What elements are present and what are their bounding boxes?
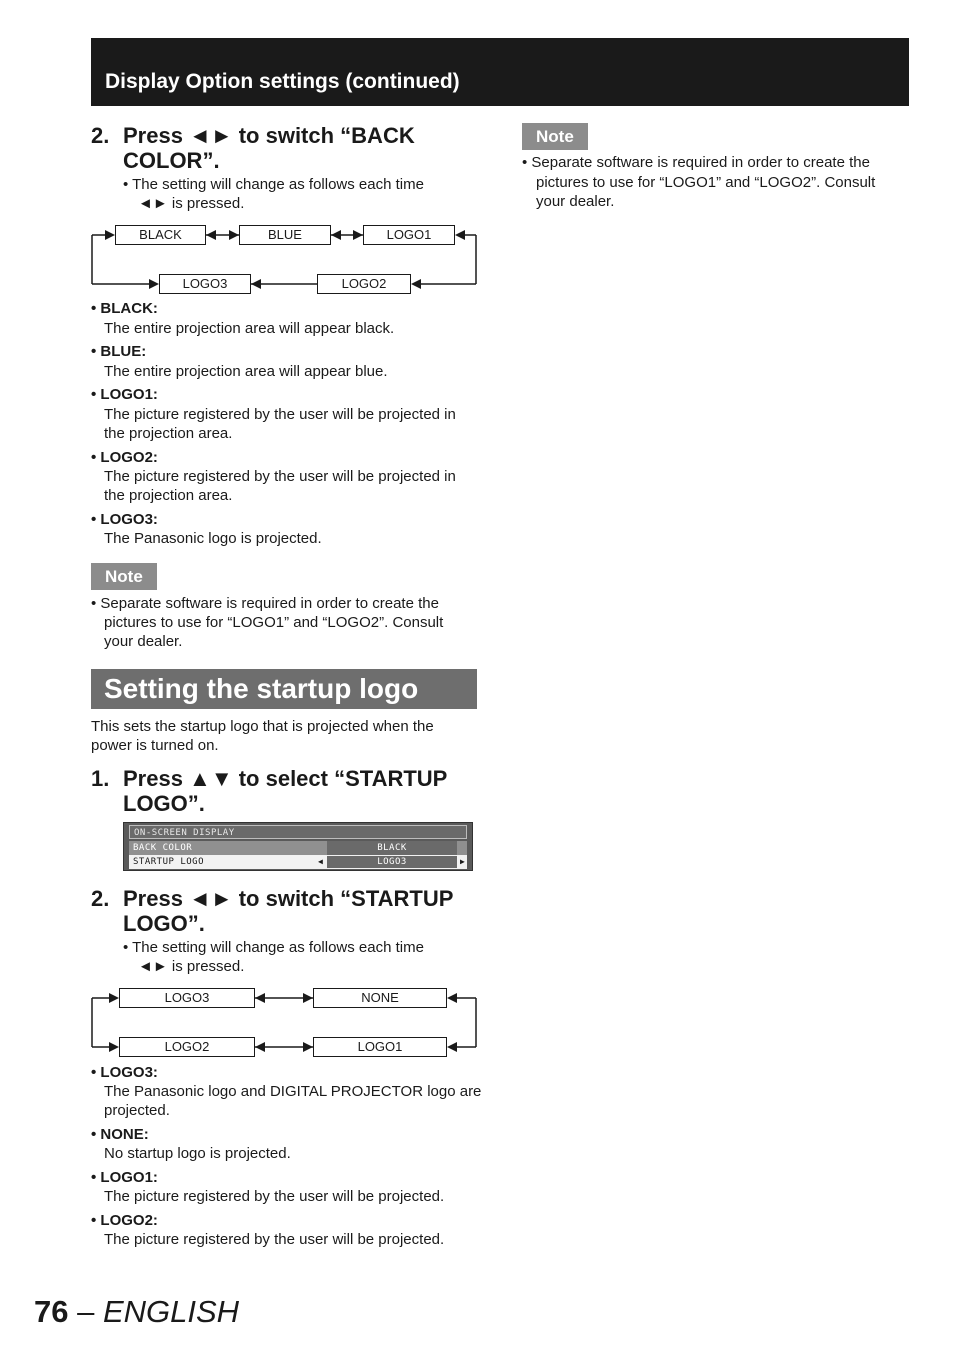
step-text: Press ◄► to switch “STARTUP LOGO”. xyxy=(123,886,454,936)
note-text-3: your dealer. xyxy=(104,633,183,650)
step-2-startup-logo xyxy=(91,886,481,938)
flow-box-logo2: LOGO2 xyxy=(317,274,411,294)
step-text: Press ◄► to switch “BACK COLOR”. xyxy=(123,123,415,173)
right-arrow-icon: ▶ xyxy=(460,857,466,866)
bullet-desc-logo1: The picture registered by the user will be projected in the projection area. xyxy=(104,406,456,442)
bullet-desc-logo2: The picture registered by the user will be projected in the projection area. xyxy=(104,468,456,504)
osd-row-label: STARTUP LOGO xyxy=(133,857,205,867)
note-label-right: Note xyxy=(522,123,588,150)
note-right-text-3: your dealer. xyxy=(536,193,615,210)
flow-box-black: BLACK xyxy=(115,225,206,245)
section-intro-2: power is turned on. xyxy=(91,737,219,754)
note-text-1: • Separate software is required in order to create the xyxy=(91,595,439,612)
osd-row-label: BACK COLOR xyxy=(133,843,193,853)
flow-box-logo1: LOGO1 xyxy=(363,225,455,245)
flow-box-logo3: LOGO3 xyxy=(119,988,255,1008)
step-2-back-color xyxy=(91,123,481,175)
step-number: 2. xyxy=(91,123,110,148)
note-label: Note xyxy=(91,563,157,590)
bullet-term-logo1: • LOGO1: xyxy=(91,386,158,403)
footer-separator: – xyxy=(68,1294,103,1329)
flow-box-none: NONE xyxy=(313,988,447,1008)
note-right-text-1: • Separate software is required in order to create the xyxy=(522,154,870,171)
page-footer xyxy=(34,1293,239,1331)
flow-box-logo3: LOGO3 xyxy=(159,274,251,294)
bullet-term-logo2: • LOGO2: xyxy=(91,1212,158,1229)
osd-row-back-color xyxy=(129,841,467,855)
flow-box-logo1: LOGO1 xyxy=(313,1037,447,1057)
page-number: 76 xyxy=(34,1294,69,1329)
osd-row-value: LOGO3 xyxy=(327,856,457,868)
bullet-term-black: • BLACK: xyxy=(91,300,158,317)
flow-box-blue: BLUE xyxy=(239,225,331,245)
section-title: Setting the startup logo xyxy=(104,673,419,704)
section-header-bar xyxy=(91,38,909,106)
bullet-term-none: • NONE: xyxy=(91,1126,149,1143)
note-text-2: pictures to use for “LOGO1” and “LOGO2”. Consult xyxy=(104,614,444,631)
bullet-term-logo1: • LOGO1: xyxy=(91,1169,158,1186)
step-2-subtext: • The setting will change as follows each time xyxy=(123,176,424,193)
left-arrow-icon: ◀ xyxy=(318,857,324,866)
osd-row-value: BLACK xyxy=(327,841,457,855)
step-text: Press ▲▼ to select “STARTUP LOGO”. xyxy=(123,766,447,816)
bullet-desc-logo3: The Panasonic logo is projected. xyxy=(104,530,322,547)
section-header-title: Display Option settings (continued) xyxy=(105,70,460,93)
osd-title: ON-SCREEN DISPLAY xyxy=(129,825,467,839)
step-2-subtext-2: ◄► is pressed. xyxy=(138,195,245,212)
bullet-term-logo3: • LOGO3: xyxy=(91,511,158,528)
back-color-flow-diagram xyxy=(91,225,477,295)
footer-language: ENGLISH xyxy=(102,1294,240,1329)
on-screen-display-menu xyxy=(123,822,473,871)
step-1-startup-logo xyxy=(91,766,481,818)
step-number: 1. xyxy=(91,766,110,791)
note-right-text-2: pictures to use for “LOGO1” and “LOGO2”. Consult xyxy=(536,174,876,191)
bullet-desc-none: No startup logo is projected. xyxy=(104,1145,291,1162)
section-title-bar xyxy=(91,669,477,709)
bullet-term-logo3: • LOGO3: xyxy=(91,1064,158,1081)
bullet-desc-logo3: The Panasonic logo and DIGITAL PROJECTOR logo are projected. xyxy=(104,1083,482,1119)
flow-box-logo2: LOGO2 xyxy=(119,1037,255,1057)
osd-row-startup-logo xyxy=(129,855,467,869)
startup-logo-flow-diagram xyxy=(91,988,477,1058)
bullet-desc-black: The entire projection area will appear black. xyxy=(104,320,395,337)
step-2b-subtext-2: ◄► is pressed. xyxy=(138,958,245,975)
bullet-term-logo2: • LOGO2: xyxy=(91,449,158,466)
step-2b-subtext: • The setting will change as follows each time xyxy=(123,939,424,956)
bullet-desc-blue: The entire projection area will appear blue. xyxy=(104,363,388,380)
step-number: 2. xyxy=(91,886,110,911)
section-intro-1: This sets the startup logo that is projected when the xyxy=(91,718,434,735)
bullet-term-blue: • BLUE: xyxy=(91,343,147,360)
bullet-desc-logo2: The picture registered by the user will be projected. xyxy=(104,1231,445,1248)
bullet-desc-logo1: The picture registered by the user will be projected. xyxy=(104,1188,445,1205)
